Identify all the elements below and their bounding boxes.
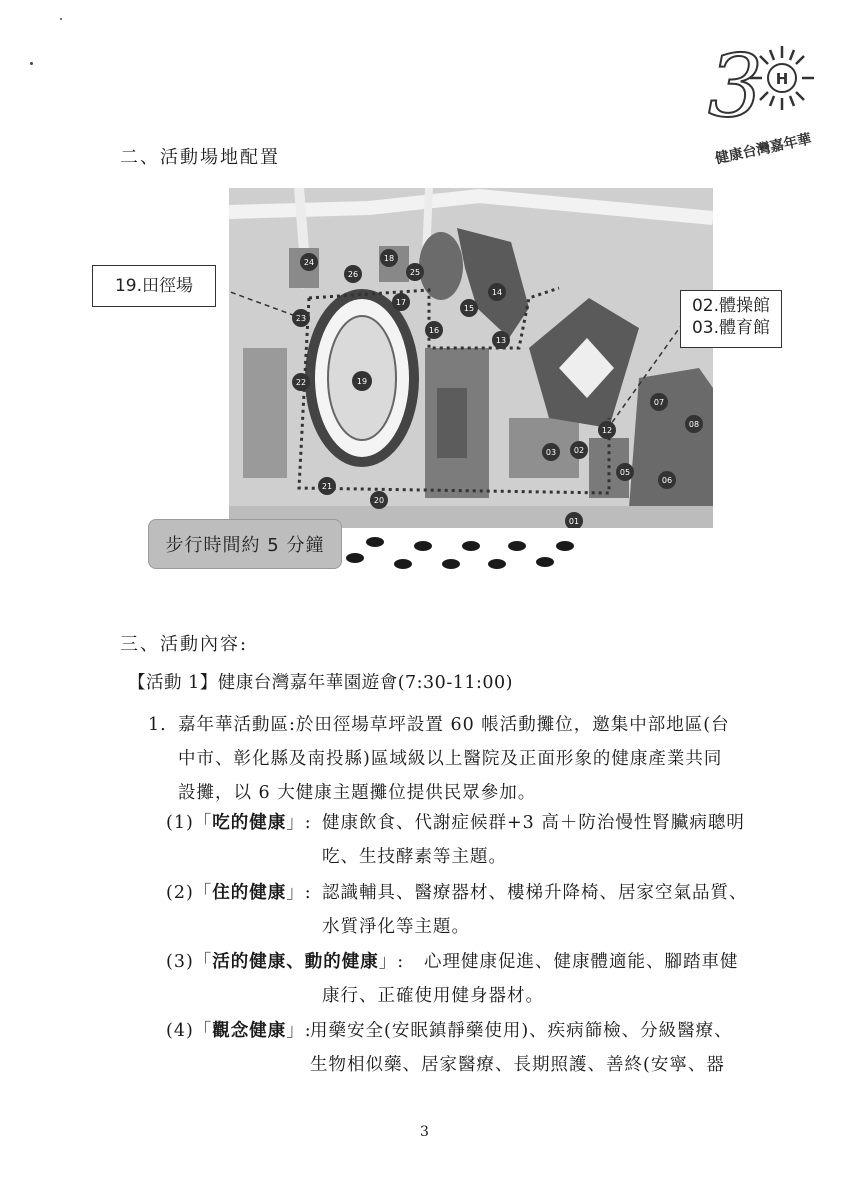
gym-callout bbox=[680, 290, 782, 348]
sub-item-1-label: (1)「吃的健康」: bbox=[166, 813, 312, 833]
marker-14: 14 bbox=[491, 288, 503, 297]
marker-12: 12 bbox=[601, 426, 613, 435]
logo-badge: H bbox=[775, 70, 789, 88]
marker-22: 22 bbox=[295, 378, 307, 387]
item-1-line-3: 設攤，以 6 大健康主題攤位提供民眾參加。 bbox=[178, 783, 537, 803]
section-3-title: 三、活動內容: bbox=[120, 634, 249, 655]
section-2-title: 二、活動場地配置 bbox=[120, 147, 280, 168]
activity-1-title: 【活動 1】健康台灣嘉年華園遊會(7:30-11:00) bbox=[128, 673, 513, 693]
marker-13: 13 bbox=[495, 336, 507, 345]
sub-item-2-line-2: 水質淨化等主題。 bbox=[322, 917, 470, 937]
venue-map bbox=[229, 188, 713, 528]
marker-20: 20 bbox=[373, 496, 385, 505]
marker-05: 05 bbox=[619, 468, 631, 477]
marker-26: 26 bbox=[347, 270, 359, 279]
item-1-number: 1. bbox=[148, 715, 167, 735]
sub-item-1-line-1: 健康飲食、代謝症候群+3 高＋防治慢性腎臟病聰明 bbox=[322, 813, 745, 833]
carnival-logo bbox=[700, 28, 820, 168]
marker-21: 21 bbox=[321, 482, 333, 491]
marker-25: 25 bbox=[409, 268, 421, 277]
logo-numeral: 3 bbox=[708, 37, 763, 137]
marker-06: 06 bbox=[661, 476, 673, 485]
marker-01: 01 bbox=[568, 517, 580, 526]
item-1-line-2: 中市、彰化縣及南投縣)區域級以上醫院及正面形象的健康產業共同 bbox=[178, 749, 723, 769]
logo-caption: 健康台灣嘉年華 bbox=[713, 131, 813, 168]
sub-item-3-label: (3)「活的健康、動的健康」: bbox=[166, 952, 405, 972]
marker-19: 19 bbox=[356, 377, 368, 386]
walk-time-label: 步行時間約 5 分鐘 bbox=[148, 519, 342, 569]
page-number: 3 bbox=[420, 1124, 429, 1140]
sub-item-3 bbox=[166, 945, 766, 1013]
gymnasium-label: 03.體育館 bbox=[691, 318, 771, 338]
sub-item-4 bbox=[166, 1014, 766, 1082]
marker-08: 08 bbox=[688, 420, 700, 429]
sub-item-3-line-1: 心理健康促進、健康體適能、腳踏車健 bbox=[424, 952, 739, 972]
marker-17: 17 bbox=[395, 298, 407, 307]
sub-item-2-line-1: 認識輔具、醫療器材、樓梯升降椅、居家空氣品質、 bbox=[322, 883, 748, 903]
sub-item-2-label: (2)「住的健康」: bbox=[166, 883, 312, 903]
marker-07: 07 bbox=[653, 398, 665, 407]
footsteps-icon bbox=[345, 530, 585, 578]
sub-item-4-label: (4)「觀念健康」: bbox=[166, 1021, 312, 1041]
marker-18: 18 bbox=[383, 254, 395, 263]
marker-16: 16 bbox=[428, 326, 440, 335]
track-field-callout: 19.田徑場 bbox=[92, 265, 216, 307]
gymnastics-hall-label: 02.體操館 bbox=[691, 296, 771, 316]
item-1 bbox=[148, 708, 768, 810]
marker-15: 15 bbox=[463, 304, 475, 313]
item-1-line-1: 嘉年華活動區:於田徑場草坪設置 60 帳活動攤位，邀集中部地區(台 bbox=[178, 715, 730, 735]
marker-24: 24 bbox=[303, 258, 315, 267]
scan-speck bbox=[30, 62, 33, 65]
sub-item-3-line-2: 康行、正確使用健身器材。 bbox=[322, 986, 544, 1006]
sub-item-4-line-2: 生物相似藥、居家醫療、長期照護、善終(安寧、器 bbox=[310, 1055, 725, 1075]
marker-02: 02 bbox=[573, 446, 585, 455]
scan-speck bbox=[60, 18, 62, 20]
sub-item-1 bbox=[166, 806, 766, 874]
marker-23: 23 bbox=[295, 314, 307, 323]
sub-item-4-line-1: 用藥安全(安眠鎮靜藥使用)、疾病篩檢、分級醫療、 bbox=[310, 1021, 733, 1041]
sub-item-1-line-2: 吃、生技酵素等主題。 bbox=[322, 847, 507, 867]
marker-03: 03 bbox=[545, 448, 557, 457]
sub-item-2 bbox=[166, 876, 766, 944]
